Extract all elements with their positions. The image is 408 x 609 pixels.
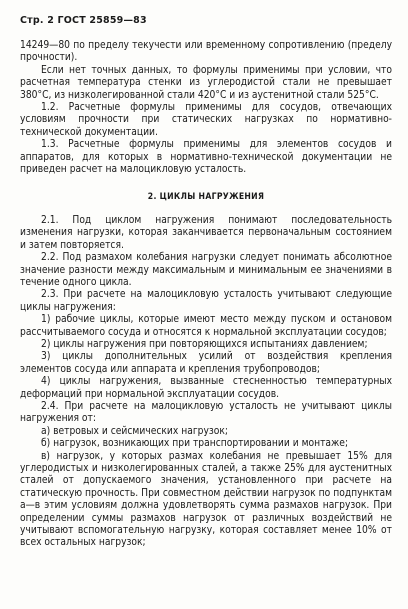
paragraph: 2.2. Под размахом колебания нагрузки следует понимать абсолютное значение разности между максимальным и минимальным ее значениями в течение одного цикла.: [20, 252, 392, 288]
paragraph: 1.2. Расчетные формулы применимы для сосудов, отвечающих условиям прочности при статических нагрузках по нормативно-технической документации.: [20, 102, 392, 138]
paragraph: 2.3. При расчете на малоцикловую усталость учитывают следующие циклы нагружения:: [20, 289, 392, 313]
paragraph: 2) циклы нагружения при повторяющихся испытаниях давлением;: [41, 338, 368, 350]
paragraphs-bottom: [20, 215, 392, 550]
paragraph: 1) рабочие циклы, которые имеют место между пуском и остановом рассчитываемого сосуда и относятся к нормальной эксплуатации сосудов;: [20, 314, 392, 338]
paragraph: Если нет точных данных, то формулы применимы при условии, что расчетная температура стенки из углеродистой стали не превышает 380°С, из низколегированной стали 420°С и из аустенитной стали 525°С.: [20, 64, 392, 101]
paragraph: 1.3. Расчетные формулы применимы для элементов сосудов и аппаратов, для которых в нормативно-технической документации не приведен расчет на малоцикловую усталость.: [20, 139, 392, 176]
paragraph: 2.4. При расчете на малоцикловую усталость не учитывают циклы нагружения от:: [20, 400, 392, 425]
paragraph: 4) циклы нагружения, вызванные стесненностью температурных деформаций при нормальной эксплуатации сосудов.: [20, 376, 392, 400]
paragraphs-top: [20, 40, 392, 176]
paragraph: 2.1. Под циклом нагружения понимают последовательность изменения нагрузки, которая заканчивается первоначальным состоянием и затем повторяется.: [20, 214, 392, 251]
paragraph: 3) циклы дополнительных усилий от воздействия крепления элементов сосуда или аппарата и крепления трубопроводов;: [20, 351, 392, 375]
paragraph: 14249—80 по пределу текучести или временному сопротивлению (пределу прочности).: [20, 40, 392, 64]
paragraph: а) ветровых и сейсмических нагрузок;: [41, 425, 228, 437]
section-title: 2. ЦИКЛЫ НАГРУЖЕНИЯ: [147, 192, 265, 203]
paragraph: б) нагрузок, возникающих при транспортировании и монтаже;: [41, 438, 349, 450]
page-header: Стр. 2 ГОСТ 25859—83: [20, 15, 147, 26]
document-body: [20, 40, 392, 550]
paragraph: в) нагрузок, у которых размах колебания не превышает 15% для углеродистых и низколегированных сталей, а также 25% для аустенитных сталей от допускаемого значения, установленного при расчете на статическую прочность. При совместном действии нагрузок по подпунктам а—в этим условиям должна удовлетворять сумма размахов нагрузок. При определении суммы размахов нагрузок от различных воздействий не учитывают вспомогательную нагрузку, которая составляет менее 10% от всех остальных нагрузок;: [20, 450, 392, 549]
